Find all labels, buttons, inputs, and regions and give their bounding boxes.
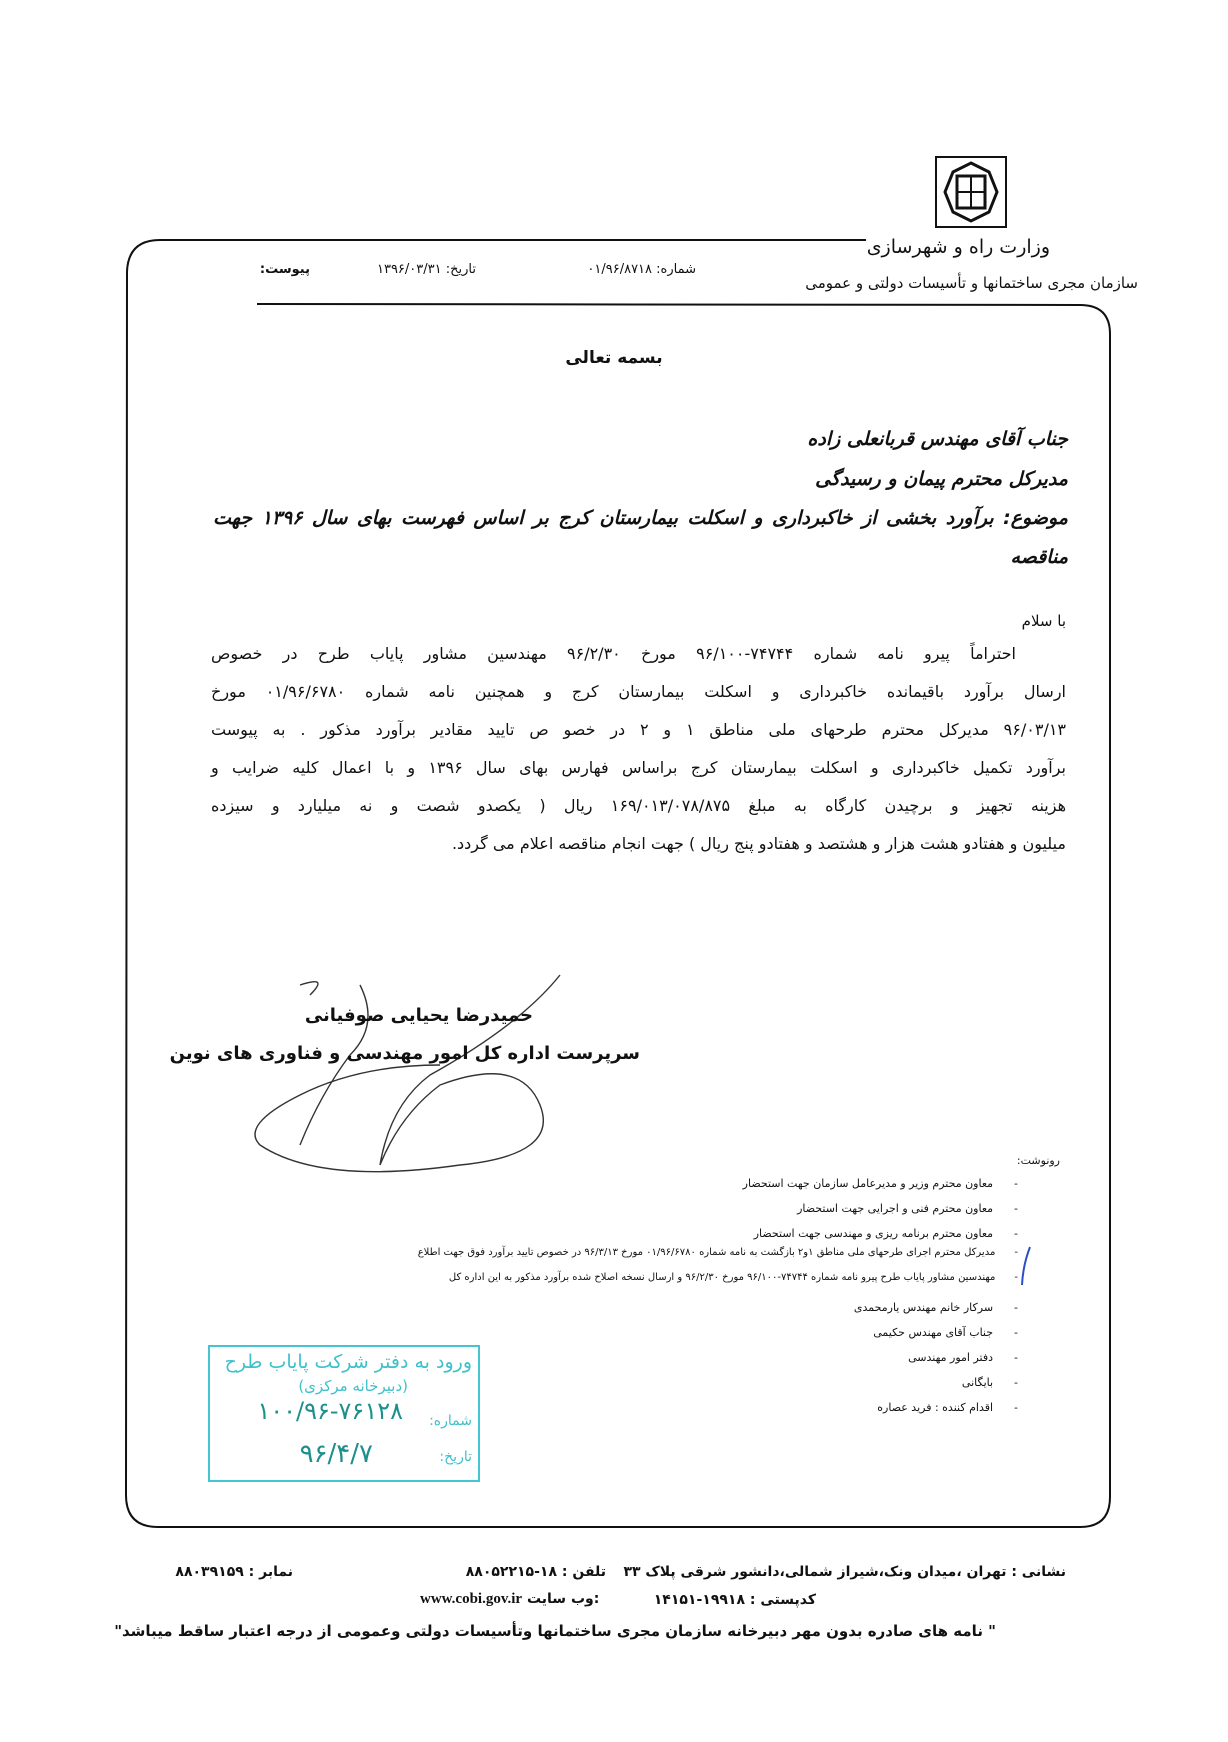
body-line: میلیون و هفتادو هشت هزار و هشتصد و هفتادو پنج ریال ) جهت انجام مناقصه اعلام می گردد. <box>451 834 1066 853</box>
addressee-title: مدیرکل محترم پیمان و رسیدگی <box>815 468 1068 490</box>
body-line: ارسال برآورد باقیمانده خاکبرداری و اسکلت بیمارستان کرج و همچنین نامه شماره ۰۱/۹۶/۶۷۸۰ مورخ <box>211 682 1066 701</box>
body-line: احتراماً پیرو نامه شماره ۷۴۷۴۴-۹۶/۱۰۰ مورخ ۹۶/۲/۳۰ مهندسین مشاور پایاب طرح در خصوص <box>211 644 1016 663</box>
subject-line-2: مناقصه <box>1010 546 1068 568</box>
cc-item: - بایگانی <box>961 1376 1018 1389</box>
website-url[interactable]: www.cobi.gov.ir <box>420 1591 523 1607</box>
checkmark-icon <box>1018 1245 1032 1289</box>
cc-item: - جناب آقای مهندس حکیمی <box>873 1326 1018 1339</box>
body-line: برآورد تکمیل خاکبرداری و اسکلت بیمارستان کرج براساس فهارس بهای سال ۱۳۹۶ و با اعمال کلیه ضرایب و <box>211 758 1066 777</box>
cc-item-text: سرکار خانم مهندس یارمحمدی <box>853 1301 994 1314</box>
footer-postal-code: کدپستی : ۱۹۹۱۸-۱۴۱۵۱ <box>653 1592 816 1608</box>
number-value: ۰۱/۹۶/۸۷۱۸ <box>587 262 653 277</box>
footer-notice: " نامه های صادره بدون مهر دبیرخانه سازمان مجری ساختمانها وتأسیسات دولتی وعمومی از درجه اعتبار ساقط میباشد" <box>114 1622 996 1640</box>
footer-phone: تلفن : ۱۸-۸۸۰۵۲۲۱۵ <box>465 1564 606 1580</box>
receipt-stamp <box>208 1345 480 1482</box>
subject-line: موضوع: برآورد بخشی از خاکبرداری و اسکلت بیمارستان کرج بر اساس فهرست بهای سال ۱۳۹۶ جهت <box>213 507 1068 529</box>
footer-website <box>420 1591 599 1608</box>
cc-item: - اقدام کننده : فرید عصاره <box>877 1401 1018 1414</box>
attachment-label: پیوست: <box>259 262 310 277</box>
cc-item: - سرکار خانم مهندس یارمحمدی <box>853 1301 1018 1314</box>
stamp-title: ورود به دفتر شرکت پایاب طرح <box>224 1351 472 1373</box>
body-line: هزینه تجهیز و برچیدن کارگاه به مبلغ ۱۶۹/۰۱۳/۰۷۸/۸۷۵ ریال ( یکصدو شصت و نه میلیارد و سیزده <box>211 796 1067 815</box>
stamp-number-label: شماره: <box>429 1413 472 1429</box>
stamp-date-value: ۹۶/۴/۷ <box>299 1439 373 1469</box>
cc-item: - مدیرکل محترم اجرای طرحهای ملی مناطق ۱و۲ بازگشت به نامه شماره ۰۱/۹۶/۶۷۸۰ مورخ ۹۶/۳/۱۳ در خصوص تایید برآورد فوق جهت اطلاع <box>417 1247 1018 1258</box>
number-label: شماره: <box>656 262 696 277</box>
cc-item-text: معاون محترم وزیر و مدیرعامل سازمان جهت استحضار <box>742 1177 994 1190</box>
website-label: وب سایت: <box>526 1591 600 1607</box>
cc-item: - مهندسین مشاور پایاب طرح پیرو نامه شماره ۷۴۷۴۴-۹۶/۱۰۰ مورخ ۹۶/۲/۳۰ و ارسال نسخه اصلاح شده برآورد مذکور به این اداره کل <box>448 1272 1018 1283</box>
cc-item-text: دفتر امور مهندسی <box>908 1351 994 1364</box>
cc-item-text: مدیرکل محترم اجرای طرحهای ملی مناطق ۱و۲ بازگشت به نامه شماره ۰۱/۹۶/۶۷۸۰ مورخ ۹۶/۳/۱۳ در خصوص تایید برآورد فوق جهت اطلاع <box>417 1247 996 1258</box>
cc-item-text: اقدام کننده : فرید عصاره <box>877 1401 994 1414</box>
cc-item: - معاون محترم برنامه ریزی و مهندسی جهت استحضار <box>753 1227 1018 1240</box>
date-label: تاریخ: <box>445 262 476 277</box>
footer-fax: نمابر : ۸۸۰۳۹۱۵۹ <box>175 1564 293 1580</box>
body-line: ۹۶/۰۳/۱۳ مدیرکل محترم طرحهای ملی مناطق ۱ و ۲ در خصو ص تایید مقادیر برآورد مذکور . به پیوست <box>211 720 1067 739</box>
stamp-number-value: ۱۰۰/۹۶-۷۶۱۲۸ <box>257 1397 403 1425</box>
cc-item-text: جناب آقای مهندس حکیمی <box>873 1326 994 1339</box>
stamp-subtitle: (دبیرخانه مرکزی) <box>298 1377 408 1395</box>
letter-number <box>587 262 696 277</box>
stamp-date-label: تاریخ: <box>439 1449 472 1465</box>
cc-item-text: معاون محترم برنامه ریزی و مهندسی جهت استحضار <box>753 1227 994 1240</box>
addressee-name: جناب آقای مهندس قربانعلی زاده <box>807 428 1068 450</box>
organization-name: سازمان مجری ساختمانها و تأسیسات دولتی و عمومی <box>805 274 1138 292</box>
greeting: با سلام <box>1021 612 1066 630</box>
letter-date <box>377 262 476 277</box>
ministry-name: وزارت راه و شهرسازی <box>866 236 1050 258</box>
cc-item: - معاون محترم فنی و اجرایی جهت استحضار <box>797 1202 1018 1215</box>
date-value: ۱۳۹۶/۰۳/۳۱ <box>376 262 442 277</box>
ministry-logo <box>935 156 1007 228</box>
cc-label: رونوشت: <box>1016 1154 1060 1167</box>
cc-item: - دفتر امور مهندسی <box>908 1351 1018 1364</box>
bismillah: بسمه تعالی <box>565 348 663 368</box>
cc-item: - معاون محترم وزیر و مدیرعامل سازمان جهت استحضار <box>742 1177 1018 1190</box>
cc-item-text: مهندسین مشاور پایاب طرح پیرو نامه شماره ۷۴۷۴۴-۹۶/۱۰۰ مورخ ۹۶/۲/۳۰ و ارسال نسخه اصلاح شده برآورد مذکور به این اداره کل <box>448 1272 996 1283</box>
handwritten-signature <box>240 965 580 1195</box>
signatory-title: سرپرست اداره کل امور مهندسی و فناوری های نوین <box>169 1043 640 1064</box>
cc-item-text: معاون محترم فنی و اجرایی جهت استحضار <box>797 1202 994 1215</box>
signatory-name: حمیدرضا یحیایی صوفیانی <box>304 1005 533 1026</box>
cc-item-text: بایگانی <box>961 1376 994 1389</box>
footer-address: نشانی : تهران ،میدان ونک،شیراز شمالی،دانشور شرقی پلاک ۳۳ <box>623 1564 1066 1580</box>
